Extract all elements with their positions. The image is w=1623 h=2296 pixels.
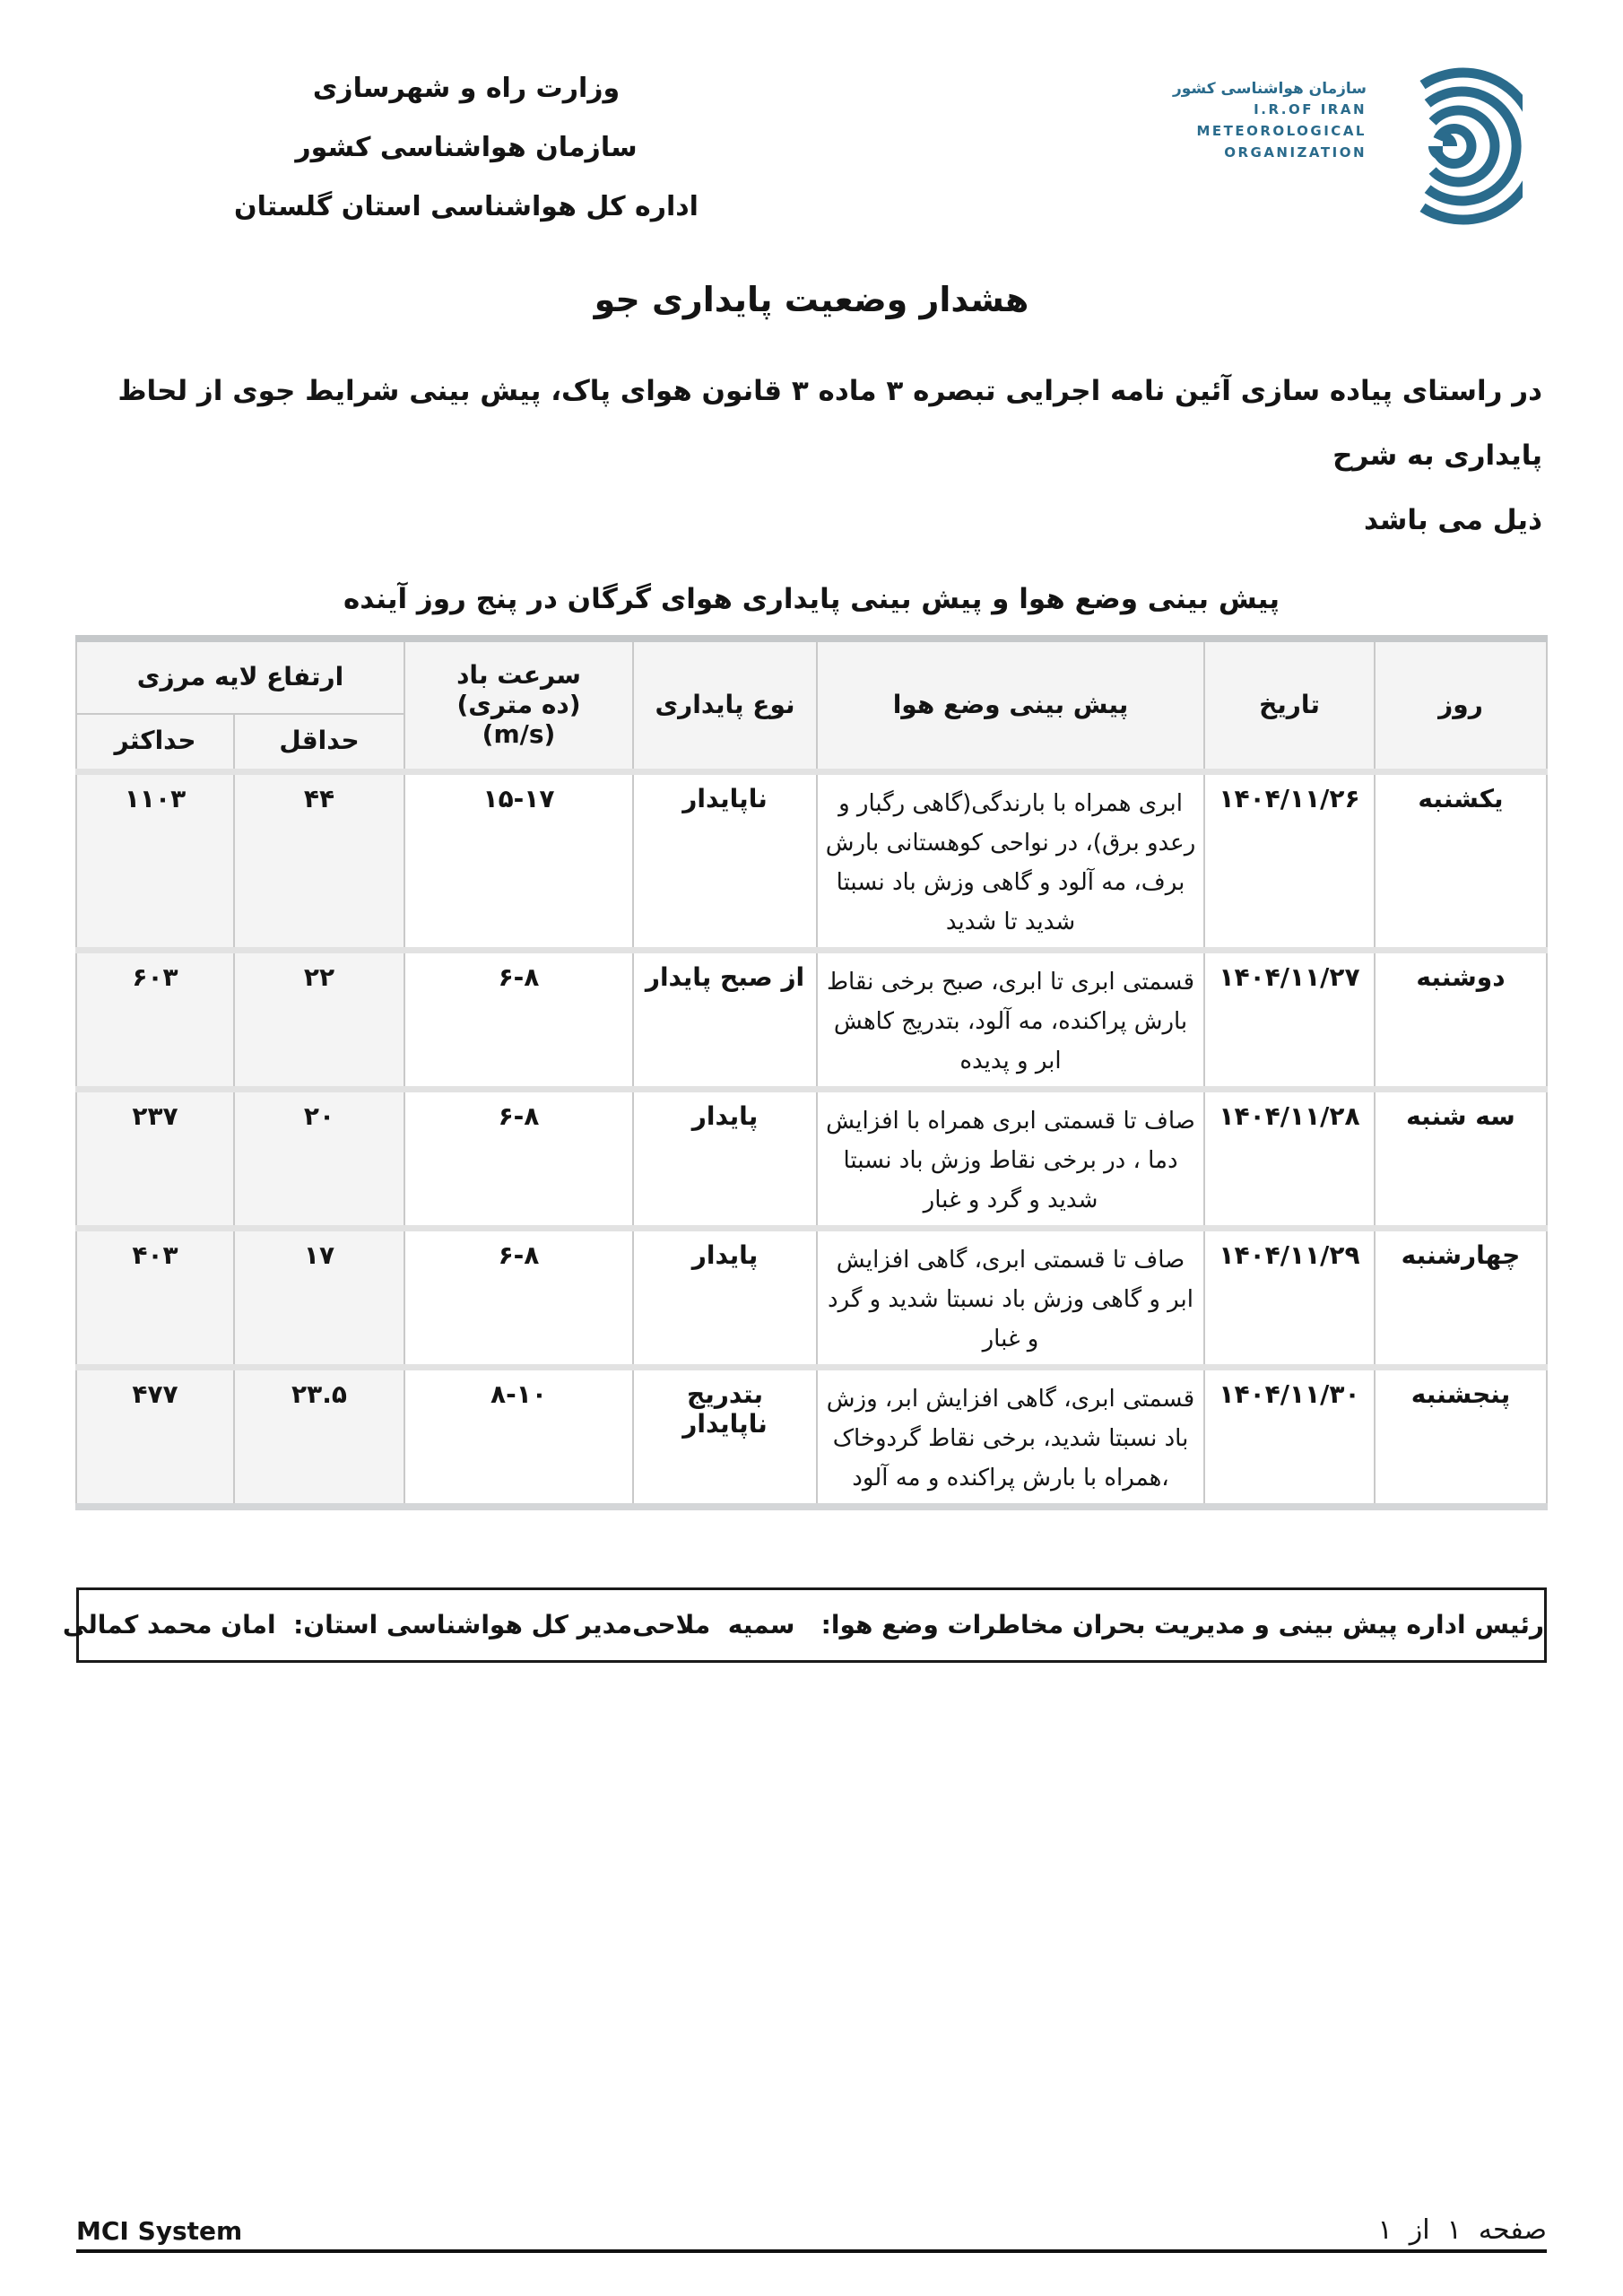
- header-min: حداقل: [234, 714, 404, 771]
- header-wind-line1: سرعت باد: [456, 659, 581, 690]
- header-forecast: پیش بینی وضع هوا: [817, 639, 1204, 771]
- cell-wind: ۸-۱۰: [404, 1367, 633, 1507]
- table-row: [76, 950, 1547, 1089]
- cell-stability: پایدار: [633, 1228, 817, 1367]
- cell-max: ۴۷۷: [76, 1367, 234, 1507]
- org-line-organization: سازمان هواشناسی کشور: [295, 132, 638, 163]
- header-wind-unit: (m/s): [482, 718, 556, 749]
- cell-max: ۶۰۳: [76, 950, 234, 1089]
- logo-persian-name: سازمان هواشناسی کشور: [1172, 80, 1367, 98]
- cell-stability: از صبح پایدار: [633, 950, 817, 1089]
- cell-date: ۱۴۰۴/۱۱/۳۰: [1204, 1367, 1375, 1507]
- cell-forecast: ابری همراه با بارندگی(گاهی رگبار و رعدو برق)، در نواحی کوهستانی بارش برف، مه آلود و گاهی وزش باد نسبتا شدید تا شدید: [817, 771, 1204, 950]
- cell-stability: ناپایدار: [633, 771, 817, 950]
- cell-min: ۱۷: [234, 1228, 404, 1367]
- logo-en-line-1: I.R.OF IRAN: [1254, 101, 1367, 117]
- spiral-icon: [1363, 66, 1523, 226]
- cell-wind: ۶-۸: [404, 1228, 633, 1367]
- table-title: پیش بینی وضع هوا و پیش بینی پایداری هوای گرگان در پنج روز آینده: [343, 583, 1280, 615]
- table-row: [76, 1367, 1547, 1507]
- letterhead: [0, 0, 1623, 237]
- cell-date: ۱۴۰۴/۱۱/۲۶: [1204, 771, 1375, 950]
- table-row: [76, 1089, 1547, 1228]
- table-row: [76, 771, 1547, 950]
- header-boundary-layer: ارتفاع لایه مرزی: [76, 639, 404, 714]
- intro-paragraph: [81, 359, 1542, 552]
- table-row: [76, 1228, 1547, 1367]
- cell-forecast: قسمتی ابری تا ابری، صبح برخی نقاط بارش پراکنده، مه آلود، بتدریج کاهش ابر و پدیده: [817, 950, 1204, 1089]
- intro-line-2: ذیل می باشد: [1363, 504, 1542, 536]
- signature-forecast-chief: رئیس اداره پیش بینی و مدیریت بحران مخاطرات وضع هوا: سمیه ملاحی: [632, 1610, 1544, 1639]
- forecast-table: [75, 635, 1548, 1510]
- cell-date: ۱۴۰۴/۱۱/۲۹: [1204, 1228, 1375, 1367]
- cell-min: ۲۲: [234, 950, 404, 1089]
- irimo-logo: [1173, 66, 1523, 226]
- header-stability: نوع پایداری: [633, 639, 817, 771]
- cell-wind: ۱۵-۱۷: [404, 771, 633, 950]
- cell-day: دوشنبه: [1375, 950, 1547, 1089]
- cell-max: ۴۰۳: [76, 1228, 234, 1367]
- cell-stability: بتدریج ناپایدار: [633, 1367, 817, 1507]
- cell-date: ۱۴۰۴/۱۱/۲۷: [1204, 950, 1375, 1089]
- footer-bar: [76, 2199, 1547, 2253]
- signature-director-general: مدیر کل هواشناسی استان: امان محمد کمالی: [62, 1610, 633, 1639]
- cell-max: ۱۱۰۳: [76, 771, 234, 950]
- cell-min: ۲۰: [234, 1089, 404, 1228]
- footer-system-name: MCI System: [76, 2216, 243, 2246]
- cell-day: چهارشنبه: [1375, 1228, 1547, 1367]
- org-line-ministry: وزارت راه و شهرسازی: [312, 73, 621, 104]
- cell-min: ۲۳.۵: [234, 1367, 404, 1507]
- logo-en-line-2: METEOROLOGICAL: [1196, 123, 1367, 139]
- cell-forecast: قسمتی ابری، گاهی افزایش ابر، وزش باد نسبتا شدید، برخی نقاط گردوخاک ،همراه با بارش پراکنده و مه آلود: [817, 1367, 1204, 1507]
- cell-date: ۱۴۰۴/۱۱/۲۸: [1204, 1089, 1375, 1228]
- document-title: هشدار وضعیت پایداری جو: [594, 280, 1029, 319]
- cell-forecast: صاف تا قسمتی ابری همراه با افزایش دما ، در برخی نقاط وزش باد نسبتا شدید و گرد و غبار: [817, 1089, 1204, 1228]
- intro-line-1: در راستای پیاده سازی آئین نامه اجرایی تبصره ۳ ماده ۳ قانون هوای پاک، پیش بینی شرایط جوی از لحاظ پایداری به شرح: [117, 375, 1542, 472]
- cell-stability: پایدار: [633, 1089, 817, 1228]
- header-date: تاریخ: [1204, 639, 1375, 771]
- header-day: روز: [1375, 639, 1547, 771]
- cell-forecast: صاف تا قسمتی ابری، گاهی افزایش ابر و گاهی وزش باد نسبتا شدید و گرد و غبار: [817, 1228, 1204, 1367]
- org-line-province-office: اداره کل هواشناسی استان گلستان: [234, 191, 699, 222]
- irimo-logo-text: [1173, 79, 1367, 163]
- cell-max: ۲۳۷: [76, 1089, 234, 1228]
- header-max: حداکثر: [76, 714, 234, 771]
- logo-en-line-3: ORGANIZATION: [1224, 144, 1367, 161]
- cell-day: سه شنبه: [1375, 1089, 1547, 1228]
- org-block: [0, 59, 933, 237]
- header-wind-speed: [404, 639, 633, 771]
- cell-min: ۴۴: [234, 771, 404, 950]
- cell-wind: ۶-۸: [404, 950, 633, 1089]
- signature-box: [62, 1587, 1547, 1663]
- table-header: [76, 639, 1547, 771]
- footer-page-number: صفحه ۱ از ۱: [1377, 2214, 1547, 2246]
- cell-day: پنجشنبه: [1375, 1367, 1547, 1507]
- cell-wind: ۶-۸: [404, 1089, 633, 1228]
- cell-day: یکشنبه: [1375, 771, 1547, 950]
- header-wind-line2: (ده متری): [456, 689, 581, 719]
